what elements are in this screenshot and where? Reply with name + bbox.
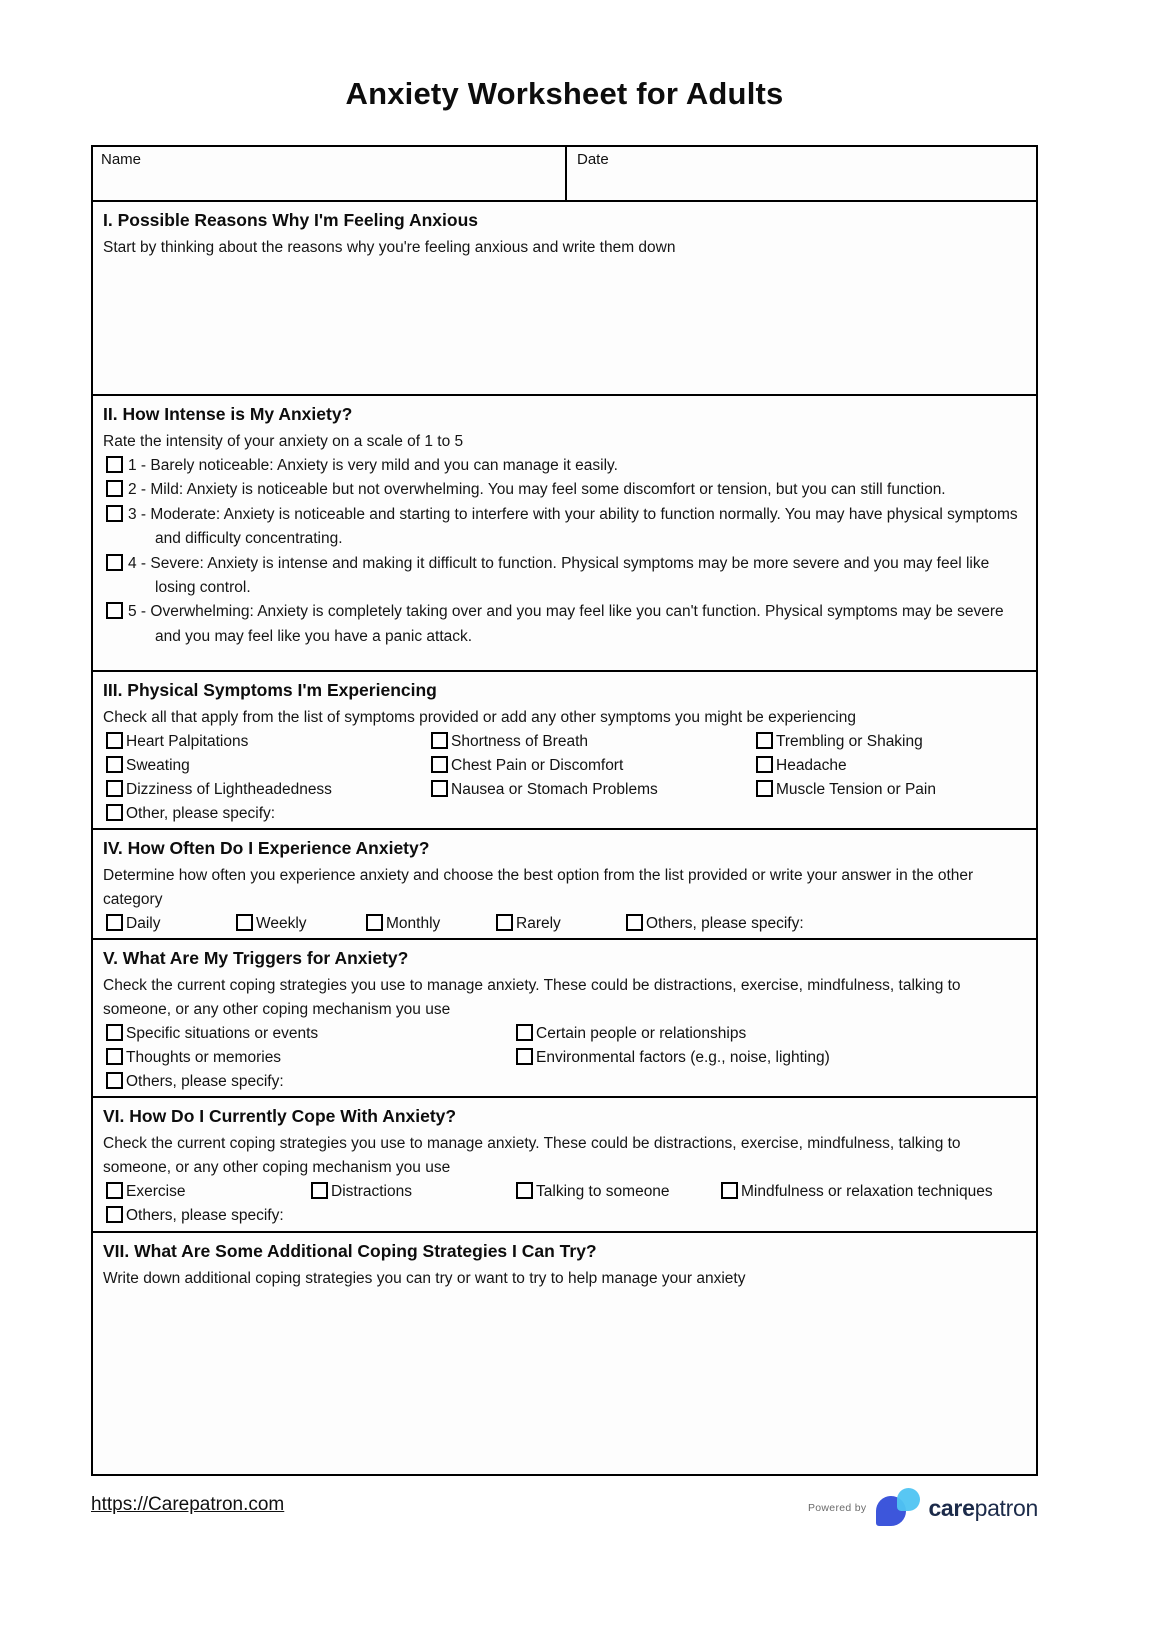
frequency-label: Daily: [126, 915, 161, 932]
section-5-description: Check the current coping strategies you use to manage anxiety. These could be distractions, exercise, mindfulness, talking to someone, or any other coping mechanism you use: [103, 977, 961, 1018]
symptom-label: Headache: [776, 757, 847, 774]
checkbox[interactable]: [431, 732, 448, 749]
checkbox[interactable]: [496, 914, 513, 931]
page-title: Anxiety Worksheet for Adults: [345, 76, 784, 111]
checkbox[interactable]: [106, 1206, 123, 1223]
frequency-option-other: [626, 912, 1024, 936]
trigger-option: [516, 1046, 1024, 1070]
coping-other-option: [106, 1204, 1024, 1228]
trigger-option: [106, 1022, 516, 1046]
intensity-option-5: [106, 600, 1024, 649]
symptom-option: [431, 778, 756, 802]
frequency-label: Weekly: [256, 915, 307, 932]
symptom-label: Trembling or Shaking: [776, 733, 923, 750]
date-label: Date: [577, 151, 609, 168]
checkbox[interactable]: [106, 1024, 123, 1041]
trigger-option: [106, 1046, 516, 1070]
section-4-description: Determine how often you experience anxiety and choose the best option from the list provided or write your answer in the other category: [103, 867, 974, 908]
section-3-description: Check all that apply from the list of symptoms provided or add any other symptoms you might be experiencing: [103, 709, 856, 726]
symptom-label: Sweating: [126, 757, 190, 774]
section-2-description: Rate the intensity of your anxiety on a scale of 1 to 5: [103, 433, 464, 450]
checkbox[interactable]: [366, 914, 383, 931]
symptom-option: [106, 778, 431, 802]
symptom-label: Dizziness of Lightheadedness: [126, 781, 332, 798]
checkbox[interactable]: [106, 1048, 123, 1065]
intensity-option-1-label: 1 - Barely noticeable: Anxiety is very mild and you can manage it easily.: [128, 457, 618, 474]
footer-link[interactable]: https://Carepatron.com: [91, 1494, 285, 1515]
section-6-heading: VI. How Do I Currently Cope With Anxiety?: [103, 1106, 457, 1126]
checkbox[interactable]: [106, 732, 123, 749]
trigger-label: Specific situations or events: [126, 1025, 319, 1042]
symptom-option: [431, 730, 756, 754]
section-3-symptoms: [93, 670, 1036, 828]
checkbox[interactable]: [106, 480, 123, 497]
wordmark-patron: patron: [974, 1494, 1038, 1521]
intensity-option-1: [106, 454, 1024, 478]
wordmark-care: care: [928, 1494, 975, 1521]
coping-option: [106, 1180, 311, 1204]
coping-options-row: [106, 1180, 1024, 1204]
frequency-label: Monthly: [386, 915, 441, 932]
symptom-label: Shortness of Breath: [451, 733, 588, 750]
carepatron-chat-bubbles-icon: [876, 1488, 922, 1528]
frequency-option: [366, 912, 496, 936]
section-7-additional-strategies: [93, 1231, 1036, 1474]
section-6-description: Check the current coping strategies you use to manage anxiety. These could be distractions, exercise, mindfulness, talking to someone, or any other coping mechanism you use: [103, 1135, 961, 1176]
checkbox[interactable]: [106, 914, 123, 931]
trigger-label: Environmental factors (e.g., noise, lighting): [536, 1049, 830, 1066]
coping-label: Exercise: [126, 1183, 186, 1200]
checkbox[interactable]: [106, 1072, 123, 1089]
intensity-option-4: [106, 552, 1024, 601]
other-label: Others, please specify:: [126, 1207, 284, 1224]
symptom-option: [431, 754, 756, 778]
symptom-option: [756, 754, 1024, 778]
worksheet-form: [91, 145, 1038, 1476]
section-1-heading: I. Possible Reasons Why I'm Feeling Anxious: [103, 210, 478, 230]
triggers-other-option: [106, 1070, 1024, 1094]
symptom-option: [756, 778, 1024, 802]
section-3-heading: III. Physical Symptoms I'm Experiencing: [103, 680, 437, 700]
other-label: Others, please specify:: [126, 1073, 284, 1090]
checkbox[interactable]: [106, 804, 123, 821]
frequency-option: [496, 912, 626, 936]
section-5-triggers: [93, 938, 1036, 1096]
symptom-option: [106, 754, 431, 778]
checkbox[interactable]: [431, 780, 448, 797]
section-1-reasons: [93, 200, 1036, 394]
name-date-row: [93, 147, 1036, 200]
coping-option: [516, 1180, 721, 1204]
section-1-writing-area[interactable]: [101, 260, 1024, 380]
checkbox[interactable]: [626, 914, 643, 931]
checkbox[interactable]: [106, 505, 123, 522]
checkbox[interactable]: [756, 780, 773, 797]
checkbox[interactable]: [106, 1182, 123, 1199]
frequency-label: Rarely: [516, 915, 561, 932]
other-label: Other, please specify:: [126, 805, 276, 822]
symptom-option: [106, 730, 431, 754]
section-4-heading: IV. How Often Do I Experience Anxiety?: [103, 838, 430, 858]
section-5-heading: V. What Are My Triggers for Anxiety?: [103, 948, 409, 968]
trigger-label: Certain people or relationships: [536, 1025, 747, 1042]
intensity-option-4-label: 4 - Severe: Anxiety is intense and making it difficult to function. Physical symptoms may be more severe and you may feel like losing control.: [128, 554, 990, 597]
powered-by-label: Powered by: [807, 1502, 867, 1514]
checkbox[interactable]: [431, 756, 448, 773]
triggers-row-2: [106, 1046, 1024, 1070]
section-2-intensity: [93, 394, 1036, 670]
frequency-option: [106, 912, 236, 936]
checkbox[interactable]: [236, 914, 253, 931]
section-1-description: Start by thinking about the reasons why you're feeling anxious and write them down: [103, 239, 676, 256]
checkbox[interactable]: [106, 780, 123, 797]
symptoms-row-2: [106, 754, 1024, 778]
symptoms-row-1: [106, 730, 1024, 754]
frequency-option: [236, 912, 366, 936]
checkbox[interactable]: [756, 756, 773, 773]
symptom-label: Nausea or Stomach Problems: [451, 781, 658, 798]
powered-by-block: [808, 1486, 1038, 1530]
carepatron-wordmark: [928, 1495, 1038, 1522]
coping-label: Mindfulness or relaxation techniques: [741, 1183, 993, 1200]
trigger-label: Thoughts or memories: [126, 1049, 282, 1066]
checkbox[interactable]: [516, 1024, 533, 1041]
carepatron-logo: [876, 1488, 1038, 1528]
intensity-option-2-label: 2 - Mild: Anxiety is noticeable but not overwhelming. You may feel some discomfort or tension, but you can still function.: [128, 481, 946, 499]
intensity-option-5-label: 5 - Overwhelming: Anxiety is completely taking over and you may feel like you can't function. Physical symptoms may be severe and you may feel like you have a panic attack.: [128, 603, 1004, 645]
coping-label: Distractions: [331, 1183, 412, 1200]
checkbox[interactable]: [721, 1182, 738, 1199]
checkbox[interactable]: [106, 554, 123, 571]
symptom-option: [756, 730, 1024, 754]
section-6-coping: [93, 1096, 1036, 1231]
section-7-description: Write down additional coping strategies you can try or want to try to help manage your anxiety: [103, 1270, 746, 1287]
frequency-label: Others, please specify:: [646, 915, 804, 932]
checkbox[interactable]: [756, 732, 773, 749]
checkbox[interactable]: [516, 1048, 533, 1065]
checkbox[interactable]: [516, 1182, 533, 1199]
intensity-option-3: [106, 503, 1024, 552]
section-7-heading: VII. What Are Some Additional Coping Strategies I Can Try?: [103, 1241, 597, 1261]
coping-option: [311, 1180, 516, 1204]
intensity-option-3-label: 3 - Moderate: Anxiety is noticeable and starting to interfere with your ability to function normally. You may have physical symptoms and difficulty concentrating.: [128, 505, 1018, 548]
frequency-options-row: [106, 912, 1024, 936]
coping-label: Talking to someone: [536, 1183, 670, 1200]
symptom-label: Heart Palpitations: [126, 733, 249, 750]
section-4-frequency: [93, 828, 1036, 938]
checkbox[interactable]: [106, 756, 123, 773]
symptoms-row-3: [106, 778, 1024, 802]
name-field[interactable]: [93, 147, 567, 200]
checkbox[interactable]: [106, 456, 123, 473]
coping-option: [721, 1180, 1024, 1204]
symptoms-other-option: [106, 802, 1024, 826]
triggers-row-1: [106, 1022, 1024, 1046]
symptom-label: Muscle Tension or Pain: [776, 781, 936, 798]
checkbox[interactable]: [106, 602, 123, 619]
section-7-writing-area[interactable]: [101, 1291, 1024, 1461]
trigger-option: [516, 1022, 1024, 1046]
name-label: Name: [101, 151, 142, 168]
intensity-option-2: [106, 478, 1024, 502]
checkbox[interactable]: [311, 1182, 328, 1199]
date-field[interactable]: [567, 147, 1036, 200]
chat-bubble-light-icon: [897, 1488, 920, 1511]
symptom-label: Chest Pain or Discomfort: [451, 757, 624, 774]
section-2-heading: II. How Intense is My Anxiety?: [103, 404, 353, 424]
